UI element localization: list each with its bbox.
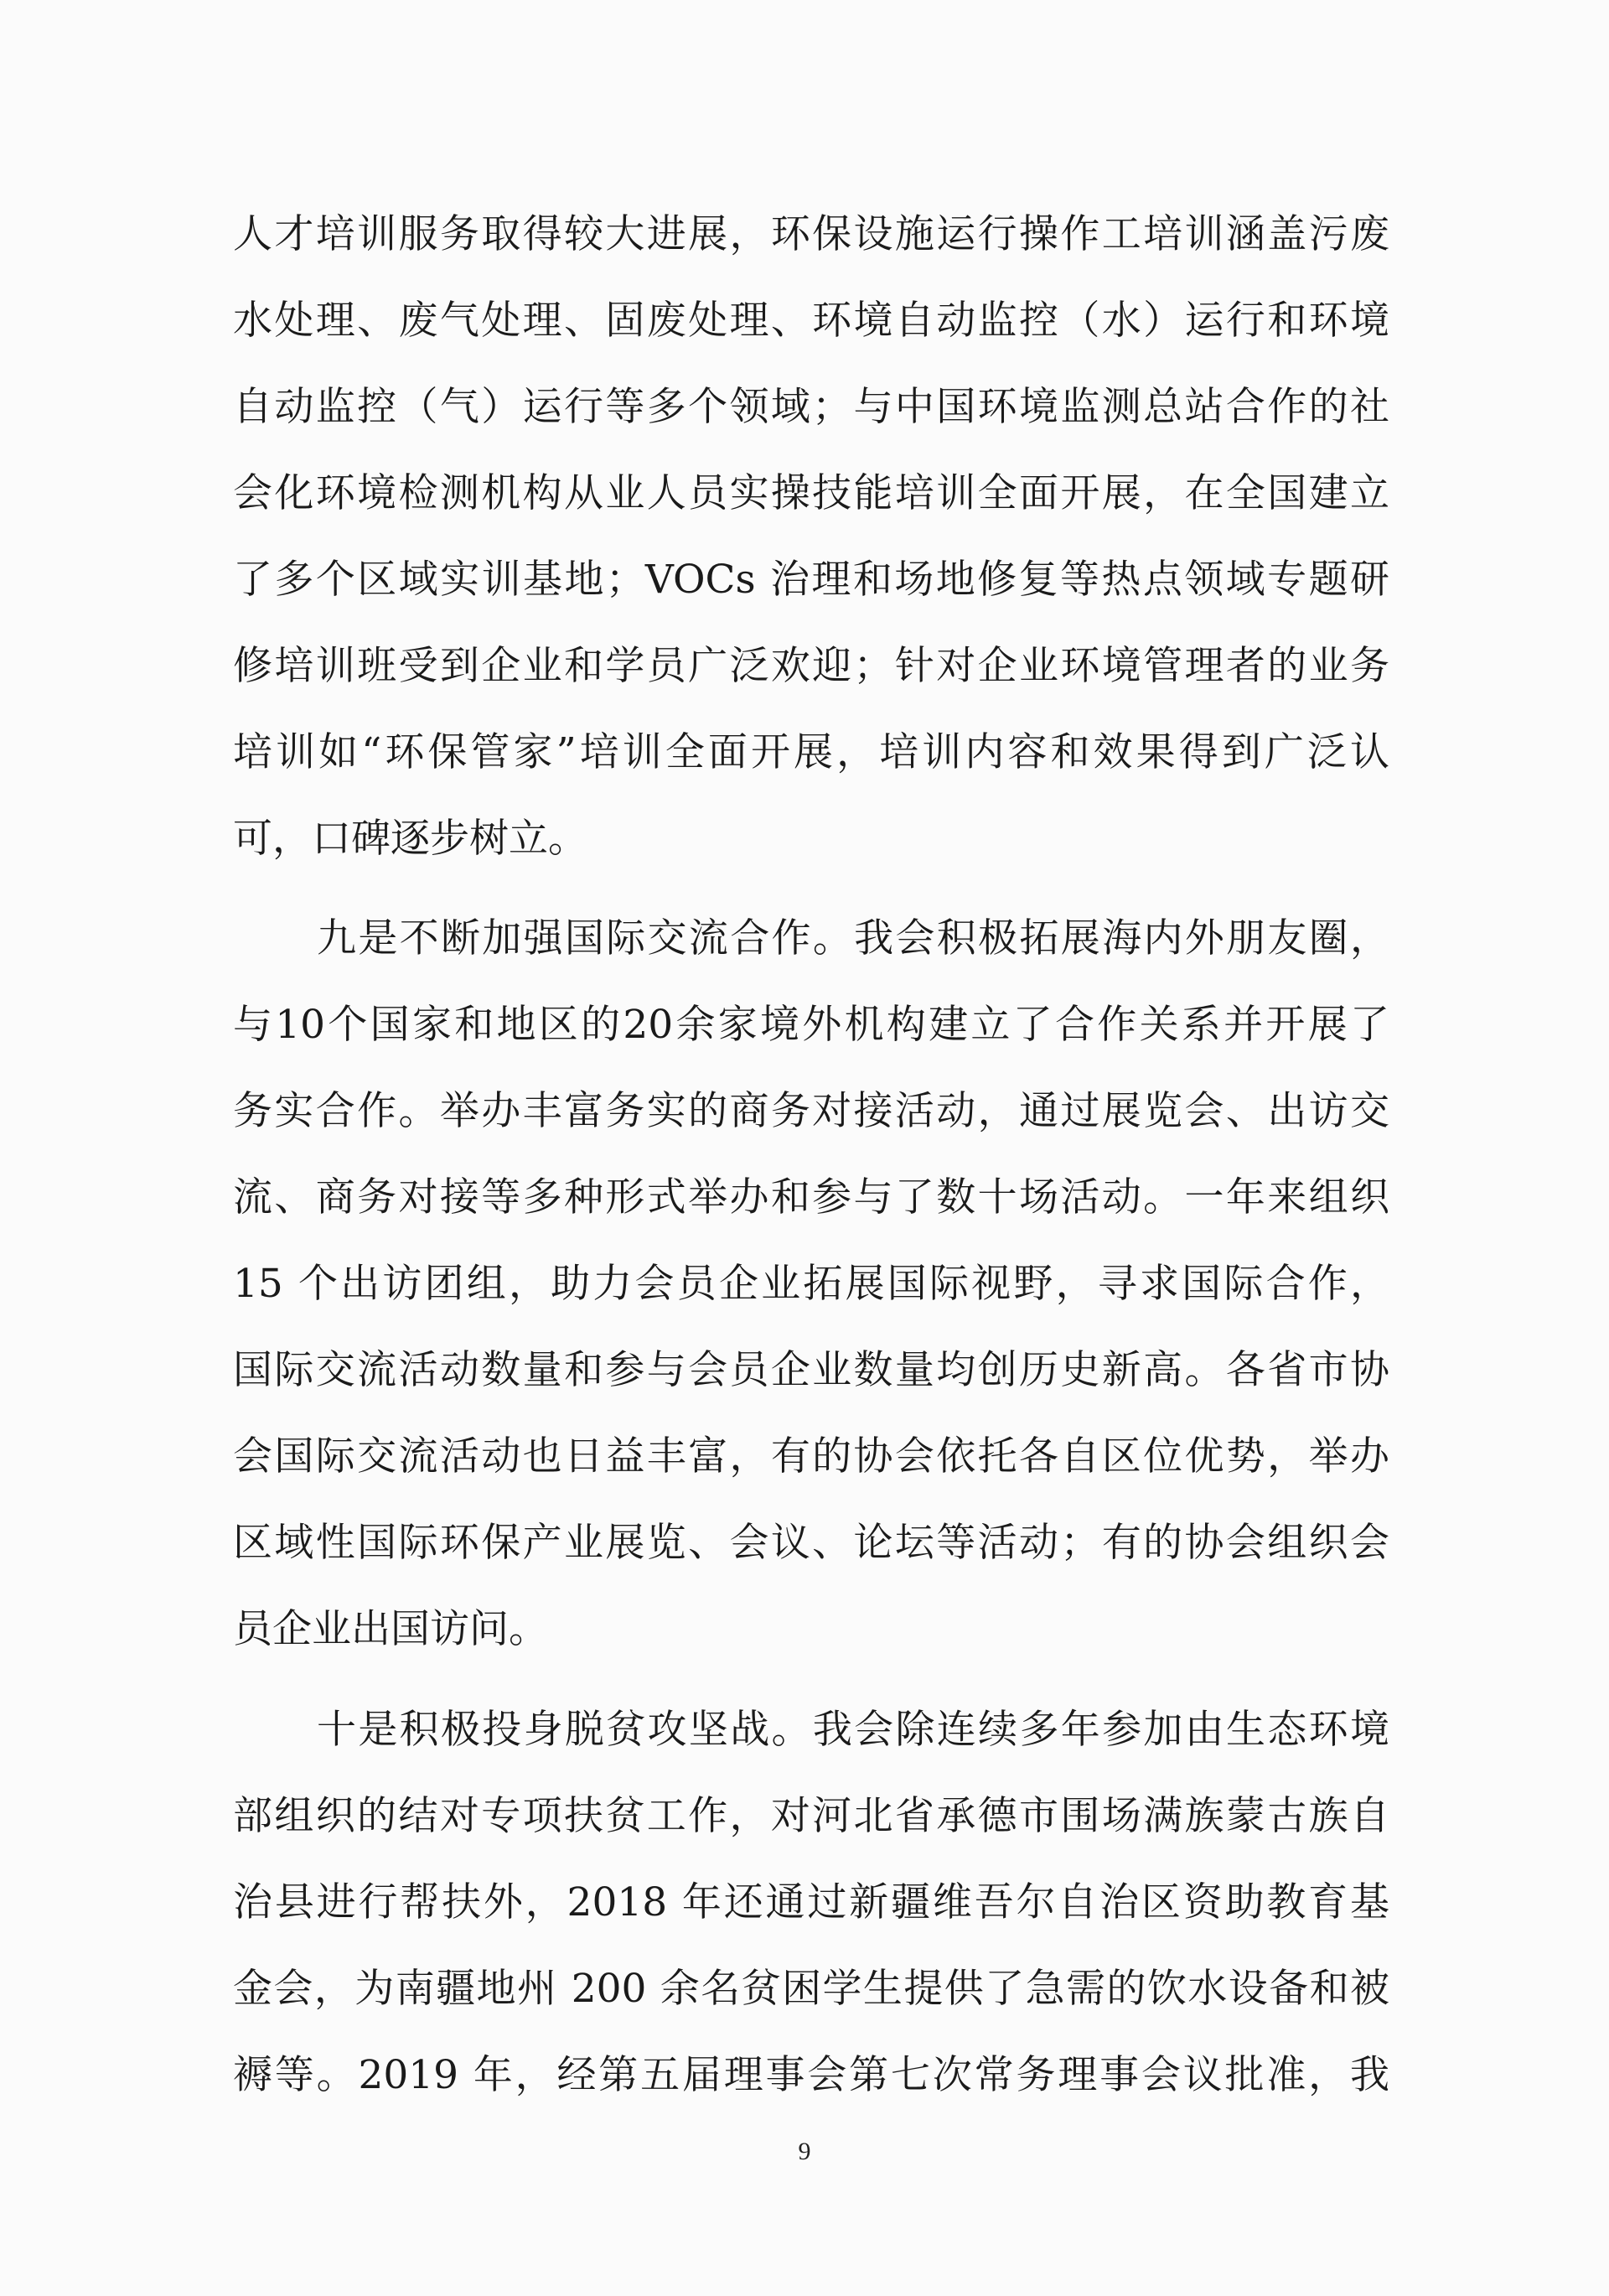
paragraph-line: 人才培训服务取得较大进展，环保设施运行操作工培训涵盖污废 [233,211,1389,257]
paragraph-line: 15 个出访团组，助力会员企业拓展国际视野，寻求国际合作， [233,1261,1389,1307]
paragraph-line: 培训如“环保管家”培训全面开展，培训内容和效果得到广泛认 [233,729,1389,775]
paragraph-line: 区域性国际环保产业展览、会议、论坛等活动；有的协会组织会 [233,1520,1389,1566]
paragraph-first-line: 九是不断加强国际交流合作。我会积极拓展海内外朋友圈， [317,915,1389,961]
paragraph-line: 部组织的结对专项扶贫工作，对河北省承德市围场满族蒙古族自 [233,1793,1389,1839]
paragraph-line: 褥等。2019 年，经第五届理事会第七次常务理事会议批准，我 [233,2052,1389,2098]
paragraph-line: 员企业出国访问。 [233,1606,548,1652]
paragraph-line: 会国际交流活动也日益丰富，有的协会依托各自区位优势，举办 [233,1433,1389,1480]
paragraph-line: 可，口碑逐步树立。 [233,816,587,862]
paragraph-line: 国际交流活动数量和参与会员企业数量均创历史新高。各省市协 [233,1347,1389,1393]
paragraph-line: 金会，为南疆地州 200 余名贫困学生提供了急需的饮水设备和被 [233,1966,1389,2012]
paragraph-line: 了多个区域实训基地；VOCs 治理和场地修复等热点领域专题研 [233,557,1389,603]
paragraph-line: 自动监控（气）运行等多个领域；与中国环境监测总站合作的社 [233,384,1389,430]
paragraph-line: 治县进行帮扶外，2018 年还通过新疆维吾尔自治区资助教育基 [233,1879,1389,1925]
paragraph-first-line: 十是积极投身脱贫攻坚战。我会除连续多年参加由生态环境 [317,1707,1389,1753]
paragraph-line: 与10个国家和地区的20余家境外机构建立了合作关系并开展了 [233,1002,1389,1048]
page-number: 9 [798,2138,811,2165]
paragraph-line: 务实合作。举办丰富务实的商务对接活动，通过展览会、出访交 [233,1088,1389,1134]
paragraph-line: 流、商务对接等多种形式举办和参与了数十场活动。一年来组织 [233,1174,1389,1221]
paragraph-line: 会化环境检测机构从业人员实操技能培训全面开展，在全国建立 [233,470,1389,516]
paragraph-line: 水处理、废气处理、固废处理、环境自动监控（水）运行和环境 [233,298,1389,344]
paragraph-line: 修培训班受到企业和学员广泛欢迎；针对企业环境管理者的业务 [233,643,1389,689]
